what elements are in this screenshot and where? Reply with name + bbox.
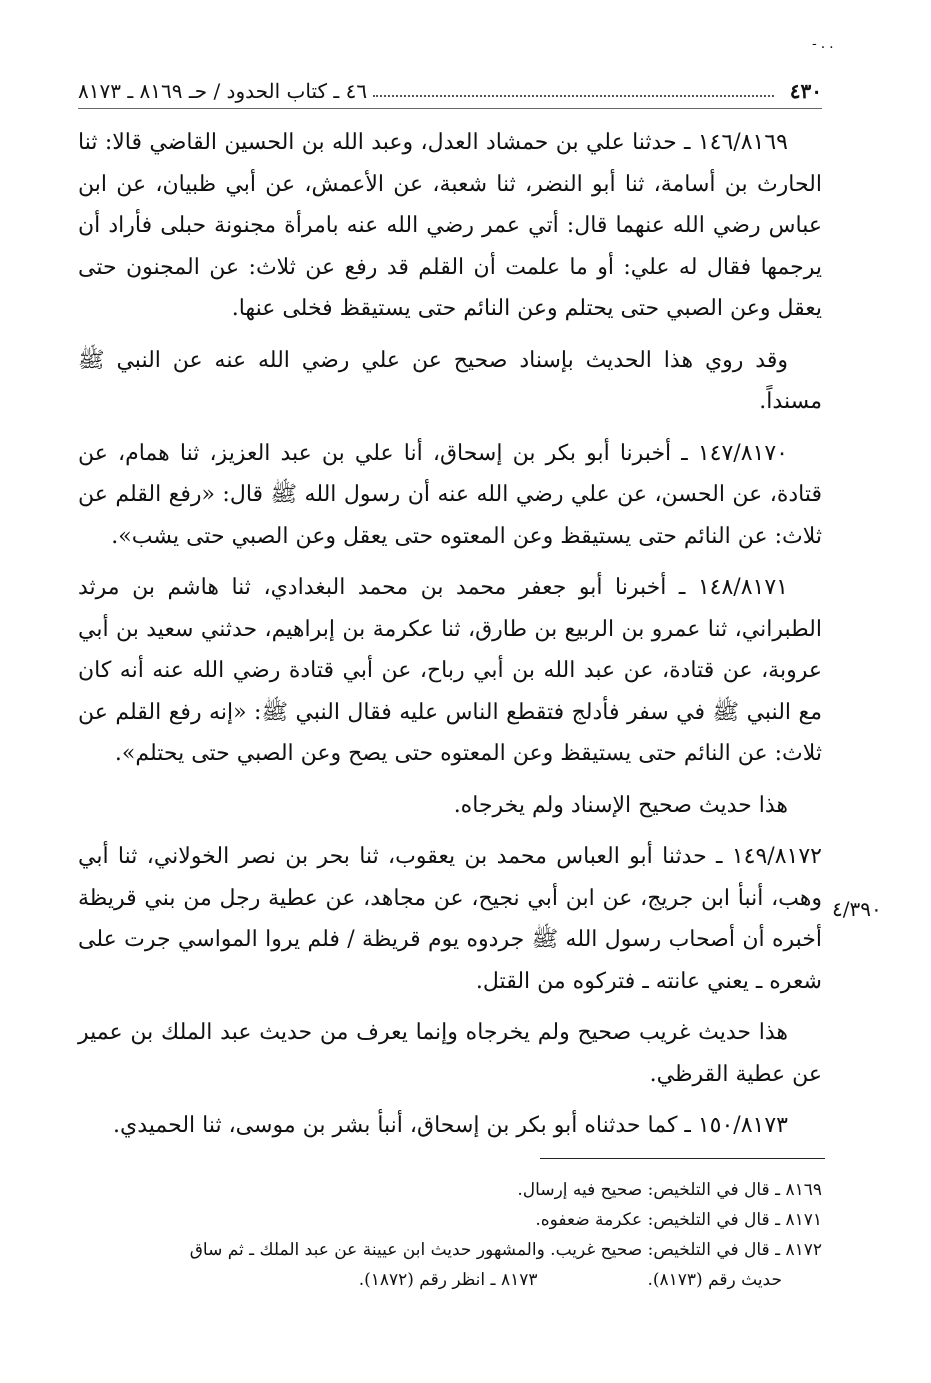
footnote-8173: ٨١٧٣ ـ انظر رقم (١٨٧٢). [358,1270,538,1290]
note-8172: هذا حديث غريب صحيح ولم يخرجاه وإنما يعرف من حديث عبد الملك بن عمير عن عطية القرظي. [78,1020,822,1087]
footnote-8172: ٨١٧٢ ـ قال في التلخيص: صحيح غريب. والمشهور حديث ابن عيينة عن عبد الملك ـ ثم ساق [189,1240,822,1260]
footnote-divider [540,1158,825,1159]
footnote-last-line [78,1265,822,1295]
hadith-8170: ١٤٧/٨١٧٠ ـ أخبرنا أبو بكر بن إسحاق، أنا علي بن عبد العزيز، ثنا همام، عن قتادة، عن الحسن، عن علي رضي الله عنه أن رسول الله ﷺ قال: «رفع القلم عن ثلاث: عن النائم حتى يستيقظ وعن المعتوه حتى يعقل وعن الصبي حتى يشب». [78,440,822,549]
hadith-8169: ١٤٦/٨١٦٩ ـ حدثنا علي بن حمشاد العدل، وعبد الله بن الحسين القاضي قالا: ثنا الحارث بن أسامة، ثنا أبو النضر، ثنا شعبة، عن الأعمش، عن أبي ظبيان، عن ابن عباس رضي الله عنهما قال: أتي عمر رضي الله عنه بامرأة مجنونة حبلى فأراد أن يرجمها فقال له علي: أو ما علمت أن القلم قد رفع عن ثلاث: عن المجنون حتى يعقل وعن الصبي حتى يحتلم وعن النائم حتى يستيقظ فخلى عنها. [78,130,822,321]
footnotes [78,1175,822,1295]
hadith-8173: ١٥٠/٨١٧٣ ـ كما حدثناه أبو بكر بن إسحاق، أنبأ بشر بن موسى، ثنا الحميدي. [113,1113,788,1138]
hadith-8171: ١٤٨/٨١٧١ ـ أخبرنا أبو جعفر محمد بن محمد البغدادي، ثنا هاشم بن مرثد الطبراني، ثنا عمرو بن الربيع بن طارق، ثنا عكرمة بن إبراهيم، حدثني سعيد بن أبي عروبة، عن قتادة، عن عبد الله بن أبي رباح، عن أبي قتادة رضي الله عنه أنه كان مع النبي ﷺ في سفر فأدلج فتقطع الناس عليه فقال النبي ﷺ: «إنه رفع القلم عن ثلاث: عن النائم حتى يستيقظ وعن المعتوه حتى يصح وعن الصبي حتى يحتلم». [78,575,822,766]
header-dot-leader [373,85,774,97]
main-text [78,122,822,1157]
header-title: ٤٦ ـ كتاب الحدود / حـ ٨١٦٩ ـ ٨١٧٣ [78,79,368,103]
page-number: ٤٣٠ [789,79,822,103]
corner-mark: -.. [812,36,838,52]
footnote-8169: ٨١٦٩ ـ قال في التلخيص: صحيح فيه إرسال. [517,1180,822,1200]
note-8169: وقد روي هذا الحديث بإسناد صحيح عن علي رضي الله عنه عن النبي ﷺ مسنداً. [78,347,822,414]
note-8171: هذا حديث صحيح الإسناد ولم يخرجاه. [453,792,788,818]
footnote-8172-cont: حديث رقم (٨١٧٣). [647,1270,782,1290]
hadith-8172: ١٤٩/٨١٧٢ ـ حدثنا أبو العباس محمد بن يعقوب، ثنا بحر بن نصر الخولاني، ثنا أبي وهب، أنبأ ابن جريج، عن ابن أبي نجيح، عن مجاهد، عن عطية رجل من بني قريظة أخبره أن أصحاب رسول الله ﷺ جردوه يوم قريظة / فلم يروا المواسي جرت على شعره ـ يعني عانته ـ فتركوه من القتل. [78,844,822,994]
running-header [78,74,822,109]
margin-reference: ٤/٣٩٠ [832,897,882,921]
footnote-8171: ٨١٧١ ـ قال في التلخيص: عكرمة ضعفوه. [535,1210,822,1230]
